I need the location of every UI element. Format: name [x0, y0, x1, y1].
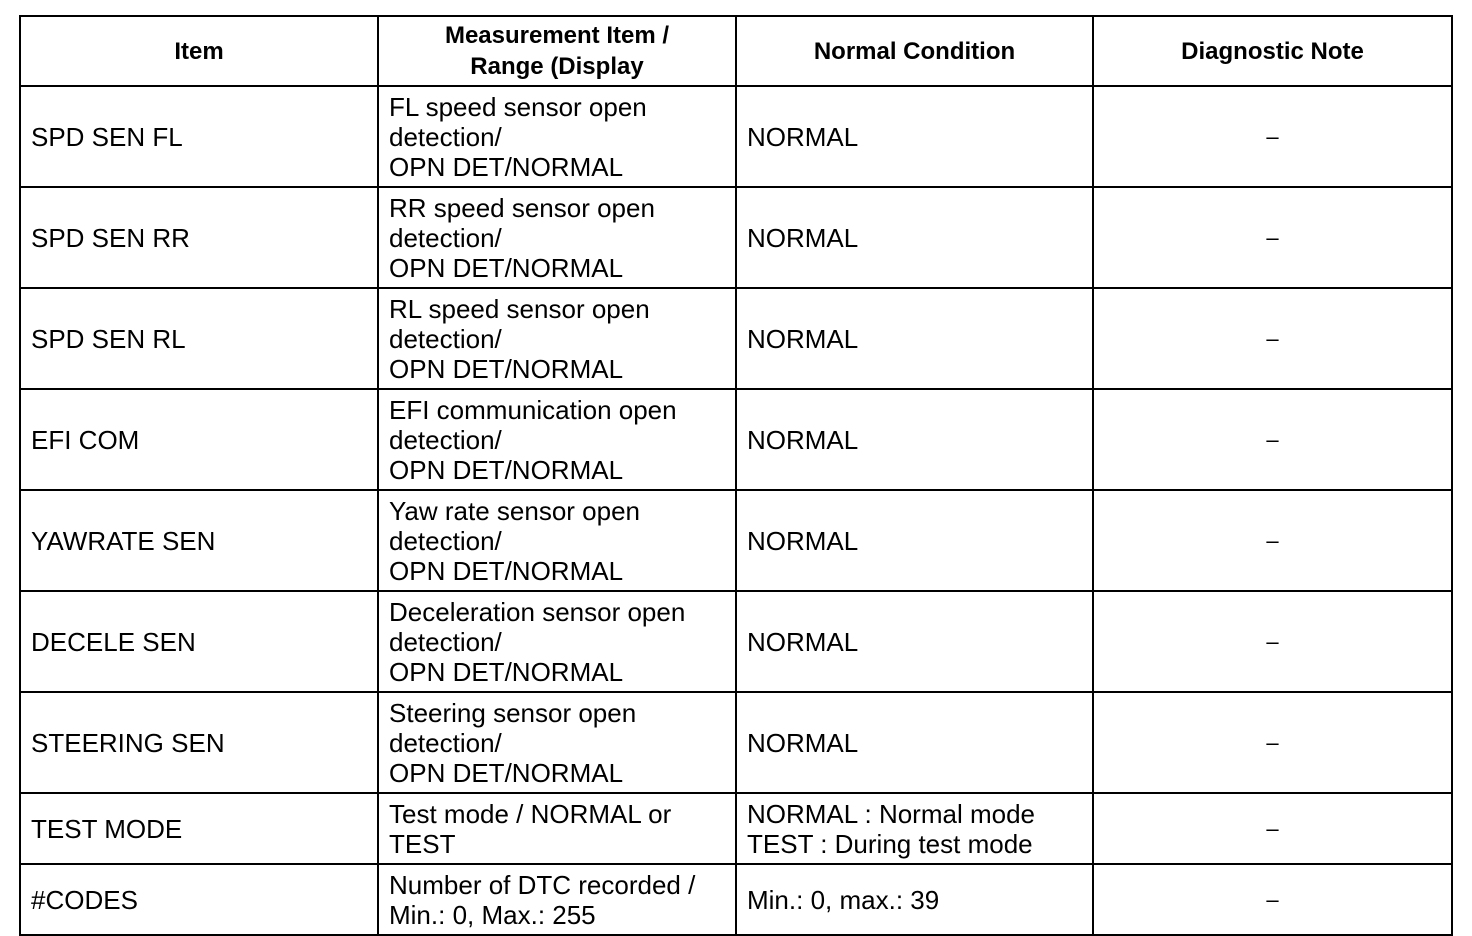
cell-diagnostic-note: – [1093, 288, 1452, 389]
cell-measurement-line: RR speed sensor open [389, 192, 655, 223]
cell-measurement-line: detection/ [389, 222, 502, 253]
table-row [20, 187, 1452, 288]
cell-diagnostic-note: – [1093, 591, 1452, 692]
cell-normal-condition-line: NORMAL [747, 525, 859, 556]
table-row [20, 793, 1452, 864]
cell-item: SPD SEN RL [20, 288, 378, 389]
cell-measurement-line: OPN DET/NORMAL [389, 757, 624, 788]
table-row [20, 86, 1452, 187]
cell-measurement-line: OPN DET/NORMAL [389, 353, 624, 384]
cell-normal-condition [736, 187, 1093, 288]
cell-measurement-line: Yaw rate sensor open [389, 495, 640, 526]
cell-measurement [378, 86, 736, 187]
cell-normal-condition-line: NORMAL [747, 424, 859, 455]
cell-measurement [378, 864, 736, 935]
cell-measurement-line: OPN DET/NORMAL [389, 555, 624, 586]
cell-diagnostic-note: – [1093, 86, 1452, 187]
cell-normal-condition-line: NORMAL [747, 121, 859, 152]
cell-item: STEERING SEN [20, 692, 378, 793]
cell-measurement-line: OPN DET/NORMAL [389, 151, 624, 182]
cell-item: YAWRATE SEN [20, 490, 378, 591]
cell-measurement [378, 793, 736, 864]
data-list-table [19, 15, 1453, 936]
cell-normal-condition [736, 692, 1093, 793]
cell-normal-condition [736, 864, 1093, 935]
cell-diagnostic-note: – [1093, 389, 1452, 490]
data-list-table-container [19, 15, 1451, 936]
cell-diagnostic-note: – [1093, 187, 1452, 288]
cell-normal-condition-line: NORMAL [747, 323, 859, 354]
header-item: Item [20, 16, 378, 86]
cell-measurement-line: RL speed sensor open [389, 293, 650, 324]
cell-measurement-line: OPN DET/NORMAL [389, 454, 624, 485]
cell-normal-condition [736, 793, 1093, 864]
cell-diagnostic-note: – [1093, 490, 1452, 591]
cell-measurement-line: OPN DET/NORMAL [389, 656, 624, 687]
cell-normal-condition [736, 389, 1093, 490]
header-diagnostic-note: Diagnostic Note [1093, 16, 1452, 86]
cell-item: #CODES [20, 864, 378, 935]
cell-diagnostic-note: – [1093, 793, 1452, 864]
cell-normal-condition-line: NORMAL : Normal mode [747, 798, 1035, 829]
cell-measurement-line: Steering sensor open [389, 697, 637, 728]
cell-measurement-line: Test mode / NORMAL or [389, 798, 672, 829]
header-measurement-line: Measurement Item / [444, 22, 670, 49]
cell-measurement-line: detection/ [389, 424, 502, 455]
cell-measurement [378, 692, 736, 793]
table-row [20, 389, 1452, 490]
cell-measurement-line: OPN DET/NORMAL [389, 252, 624, 283]
table-body [20, 86, 1452, 935]
cell-normal-condition-line: TEST : During test mode [747, 828, 1033, 859]
cell-measurement [378, 591, 736, 692]
cell-measurement-line: Number of DTC recorded / [389, 869, 696, 900]
cell-normal-condition-line: Min.: 0, max.: 39 [747, 884, 940, 915]
cell-normal-condition-line: NORMAL [747, 626, 859, 657]
cell-measurement-line: FL speed sensor open [389, 91, 647, 122]
header-measurement-line: Range (Display [470, 53, 644, 80]
cell-measurement-line: Deceleration sensor open [389, 596, 686, 627]
cell-item: SPD SEN FL [20, 86, 378, 187]
cell-normal-condition [736, 490, 1093, 591]
table-row [20, 490, 1452, 591]
cell-measurement-line: TEST [389, 828, 456, 859]
cell-measurement [378, 389, 736, 490]
cell-item: TEST MODE [20, 793, 378, 864]
cell-measurement-line: detection/ [389, 626, 502, 657]
cell-normal-condition-line: NORMAL [747, 222, 859, 253]
header-measurement [378, 16, 736, 86]
cell-normal-condition [736, 86, 1093, 187]
cell-normal-condition [736, 288, 1093, 389]
table-row [20, 288, 1452, 389]
cell-measurement-line: Min.: 0, Max.: 255 [389, 899, 596, 930]
cell-item: SPD SEN RR [20, 187, 378, 288]
cell-measurement [378, 288, 736, 389]
cell-measurement-line: detection/ [389, 727, 502, 758]
table-row [20, 864, 1452, 935]
cell-normal-condition-line: NORMAL [747, 727, 859, 758]
table-row [20, 591, 1452, 692]
cell-diagnostic-note: – [1093, 692, 1452, 793]
cell-item: DECELE SEN [20, 591, 378, 692]
cell-measurement [378, 187, 736, 288]
table-header-row [20, 16, 1452, 86]
cell-measurement-line: detection/ [389, 121, 502, 152]
cell-measurement-line: EFI communication open [389, 394, 677, 425]
header-normal-condition: Normal Condition [736, 16, 1093, 86]
cell-measurement-line: detection/ [389, 525, 502, 556]
cell-measurement-line: detection/ [389, 323, 502, 354]
cell-measurement [378, 490, 736, 591]
table-row [20, 692, 1452, 793]
cell-normal-condition [736, 591, 1093, 692]
cell-item: EFI COM [20, 389, 378, 490]
cell-diagnostic-note: – [1093, 864, 1452, 935]
